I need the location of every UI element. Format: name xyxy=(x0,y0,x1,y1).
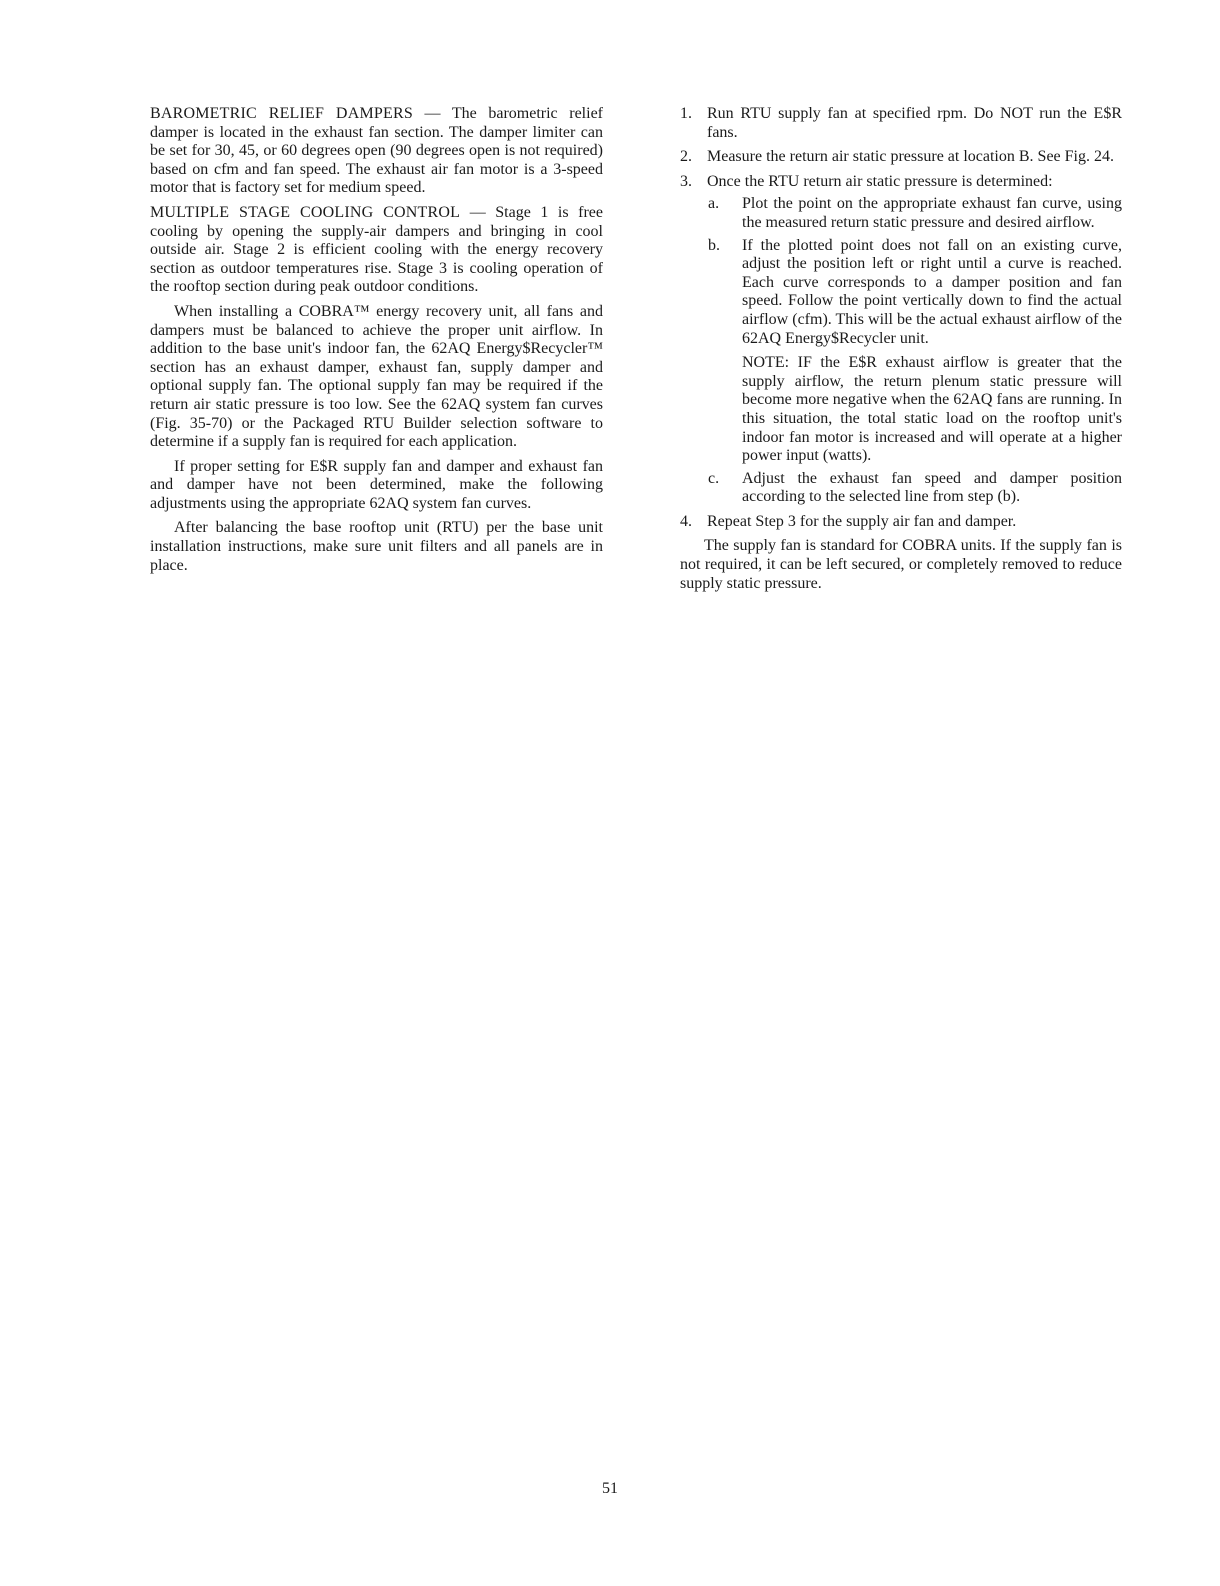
step-number: 4. xyxy=(680,512,692,530)
step-text: Run RTU supply fan at specified rpm. Do NOT run the E$R fans. xyxy=(707,105,1122,141)
cooling-control-body: — Stage 1 is free cooling by opening the supply-air dampers and bringing in cool outside air. Stage 2 is efficient cooling with the energy recovery section as outdoor temperatures rise. Stage 3 is cooling operation of the rooftop section during peak outdoor conditions. xyxy=(150,203,604,296)
step-1 xyxy=(680,105,1122,142)
installing-paragraph: When installing a COBRA™ energy recovery unit, all fans and dampers must be balanced to achieve the proper unit airflow. In addition to the base unit's indoor fan, the 62AQ Energy$Recycler™ section has an exhaust damper, exhaust fan, supply damper and optional supply fan. The optional supply fan may be required if the return air static pressure is too low. See the 62AQ system fan curves (Fig. 35-70) or the Packaged RTU Builder selection software to determine if a supply fan is required for each application. xyxy=(150,302,603,451)
airflow-note: NOTE: IF the E$R exhaust airflow is greater that the supply airflow, the return plenum static pressure will become more negative when the 62AQ fans are running. In this situation, the total static load on the rooftop unit's indoor fan motor is increased and will operate at a higher power input (watts). xyxy=(742,354,1122,465)
barometric-relief-paragraph xyxy=(150,105,603,198)
substep-text: Plot the point on the appropriate exhaust fan curve, using the measured return static pressure and desired airflow. xyxy=(742,195,1122,231)
substep-label: b. xyxy=(708,236,720,254)
barometric-relief-heading: BAROMETRIC RELIEF DAMPERS xyxy=(150,105,413,122)
step-3 xyxy=(680,173,1122,192)
balancing-paragraph: After balancing the base rooftop unit (RTU) per the base unit installation instructions, make sure unit filters and all panels are in place. xyxy=(150,519,603,574)
step-2 xyxy=(680,148,1122,167)
step-number: 2. xyxy=(680,148,692,166)
step-4 xyxy=(680,513,1122,532)
right-column xyxy=(680,105,1122,593)
cooling-control-paragraph xyxy=(150,204,603,297)
closing-paragraph: The supply fan is standard for COBRA units. If the supply fan is not required, it can be left secured, or completely removed to reduce supply static pressure. xyxy=(680,537,1122,592)
substep-text: If the plotted point does not fall on an existing curve, adjust the position left or right until a curve is reached. Each curve corresponds to a damper position and fan speed. Follow the point vertically down to find the actual airflow (cfm). This will be the actual exhaust airflow of the 62AQ Energy$Recycler unit. xyxy=(742,236,1122,347)
settings-paragraph: If proper setting for E$R supply fan and damper and exhaust fan and damper have not been determined, make the following adjustments using the appropriate 62AQ system fan curves. xyxy=(150,457,603,512)
step-number: 1. xyxy=(680,105,692,122)
substep-text: Adjust the exhaust fan speed and damper position according to the selected line from step (b). xyxy=(742,469,1122,506)
substep-b xyxy=(680,237,1122,349)
substep-c xyxy=(680,470,1122,507)
step-text: Once the RTU return air static pressure is determined: xyxy=(707,172,1053,190)
substep-label: c. xyxy=(708,469,720,487)
left-column xyxy=(150,105,603,575)
step-number: 3. xyxy=(680,172,692,190)
page-number: 51 xyxy=(602,1480,618,1497)
barometric-relief-body: — The barometric relief damper is located in the exhaust fan section. The damper limiter can be set for 30, 45, or 60 degrees open (90 degrees open is not required) based on cfm and fan speed. The exhaust air fan motor is a 3-speed motor that is factory set for medium speed. xyxy=(150,105,603,197)
substep-a xyxy=(680,195,1122,232)
step-text: Measure the return air static pressure at location B. See Fig. 24. xyxy=(707,148,1114,166)
cooling-control-heading: MULTIPLE STAGE COOLING CONTROL xyxy=(150,203,461,221)
substep-label: a. xyxy=(708,195,720,213)
step-text: Repeat Step 3 for the supply air fan and damper. xyxy=(707,512,1017,530)
